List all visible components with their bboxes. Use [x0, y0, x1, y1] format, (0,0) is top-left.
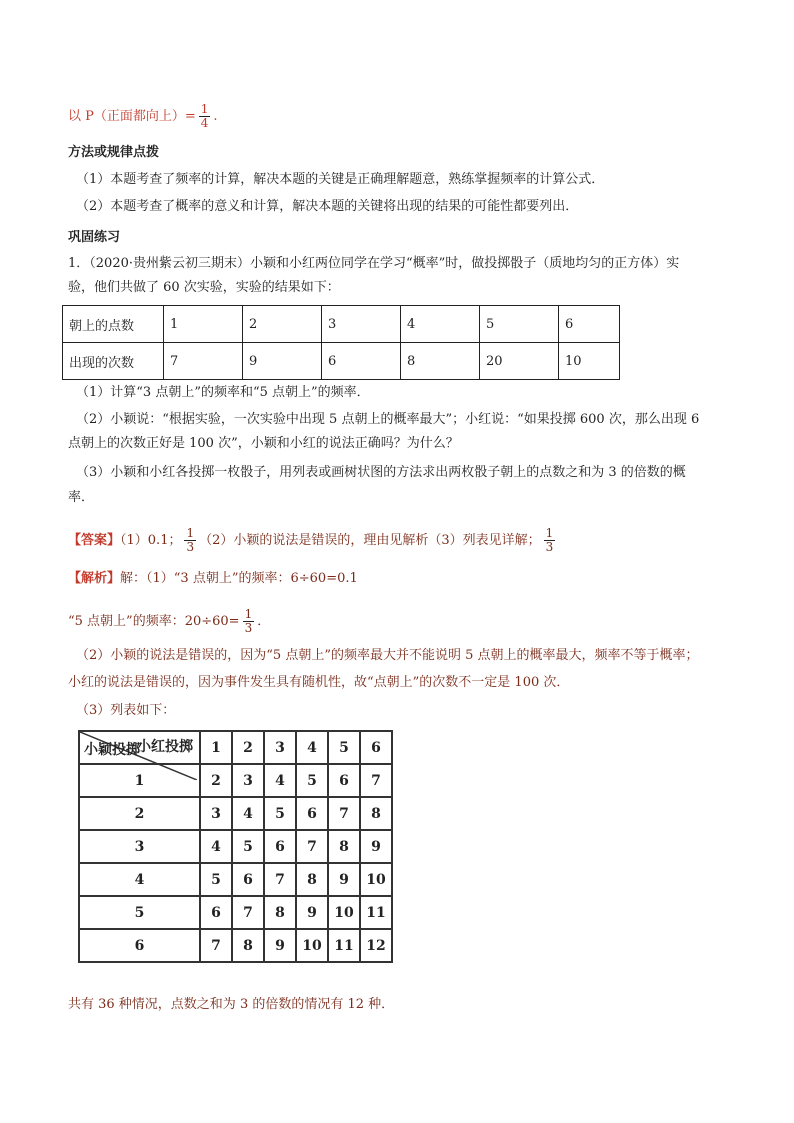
table-cell: 3	[200, 797, 232, 830]
table-cell: 6	[559, 306, 620, 343]
analysis-line-2	[68, 608, 270, 635]
answer-part-1: （1）0.1；	[120, 533, 182, 548]
column-header: 3	[264, 731, 296, 764]
table-row	[63, 343, 620, 380]
probability-suffix: .	[213, 109, 218, 124]
table-row	[79, 929, 392, 962]
table-cell: 3	[232, 764, 264, 797]
table-cell: 9	[264, 929, 296, 962]
table-cell: 4	[232, 797, 264, 830]
column-header: 5	[328, 731, 360, 764]
table-cell: 5	[264, 797, 296, 830]
probability-line	[68, 103, 218, 130]
table-row	[79, 830, 392, 863]
row-header: 6	[79, 929, 200, 962]
table-row	[79, 797, 392, 830]
table-cell: 9	[243, 343, 322, 380]
method-heading: 方法或规律点拨	[68, 145, 160, 160]
table-row	[79, 896, 392, 929]
table-cell: 9	[296, 896, 328, 929]
answer-part-2: （2）小颖的说法是错误的，理由见解析（3）列表见详解；	[199, 533, 541, 548]
row-header: 2	[79, 797, 200, 830]
question-1-line-1: 1．（2020·贵州紫云初三期末）小颖和小红两位同学在学习“概率”时，做投掷骰子（质地均匀的正方体）实	[68, 256, 680, 271]
corner-header	[79, 731, 200, 764]
table-cell: 6	[296, 797, 328, 830]
table-cell: 7	[328, 797, 360, 830]
conclusion-line: 共有 36 种情况，点数之和为 3 的倍数的情况有 12 种．	[68, 997, 395, 1012]
table-header-row	[79, 731, 392, 764]
column-header: 6	[360, 731, 392, 764]
answer-fraction-2: $\frac{1}{3}$	[545, 526, 554, 554]
row-header: 1	[79, 764, 200, 797]
table-row	[79, 863, 392, 896]
sub-question-3-line-2: 率．	[68, 490, 95, 505]
answer-line	[68, 527, 558, 554]
table-cell: 9	[360, 830, 392, 863]
table-cell: 5	[200, 863, 232, 896]
method-point-1: （1）本题考查了频率的计算，解决本题的关键是正确理解题意，熟练掌握频率的计算公式．	[76, 172, 605, 187]
table-cell: 8	[328, 830, 360, 863]
table-cell: 10	[328, 896, 360, 929]
analysis-text-1: 解：（1）“3 点朝上”的频率：6÷60=0.1	[120, 571, 358, 586]
table-cell: 4	[200, 830, 232, 863]
method-point-2: （2）本题考查了概率的意义和计算，解决本题的关键将出现的结果的可能性都要列出．	[76, 199, 579, 214]
table-cell: 4	[264, 764, 296, 797]
corner-bottom-label: 小颖投掷	[84, 742, 140, 758]
analysis-tag: 【解析】	[68, 571, 121, 586]
row-header: 4	[79, 863, 200, 896]
analysis-line-4: 小红的说法是错误的，因为事件发生具有随机性，故“点朝上”的次数不一定是 100 次．	[68, 675, 570, 690]
sub-question-2-line-2: 点朝上的次数正好是 100 次”，小颖和小红的说法正确吗？为什么？	[68, 436, 459, 451]
table-cell: 5	[480, 306, 559, 343]
analysis-line-1	[68, 569, 358, 589]
column-header: 1	[200, 731, 232, 764]
analysis-fraction: $\frac{1}{3}$	[244, 607, 253, 635]
table-cell: 出现的次数	[63, 343, 164, 380]
table-cell: 10	[296, 929, 328, 962]
analysis-line-2-prefix: “5 点朝上”的频率：20÷60=	[68, 614, 240, 629]
table-cell: 11	[360, 896, 392, 929]
sum-table	[78, 730, 393, 963]
table-cell: 7	[200, 929, 232, 962]
table-cell: 3	[322, 306, 401, 343]
table-cell: 7	[232, 896, 264, 929]
table-cell: 2	[243, 306, 322, 343]
table-cell: 6	[232, 863, 264, 896]
sub-question-1: （1）计算“3 点朝上”的频率和“5 点朝上”的频率．	[76, 385, 370, 400]
table-cell: 20	[480, 343, 559, 380]
table-cell: 8	[296, 863, 328, 896]
table-row	[63, 306, 620, 343]
row-header: 5	[79, 896, 200, 929]
table-cell: 10	[360, 863, 392, 896]
table-cell: 8	[360, 797, 392, 830]
table-cell: 9	[328, 863, 360, 896]
table-cell: 2	[200, 764, 232, 797]
table-cell: 6	[264, 830, 296, 863]
table-cell: 8	[264, 896, 296, 929]
table-cell: 朝上的点数	[63, 306, 164, 343]
corner-top-label: 小红投掷	[137, 739, 193, 755]
table-cell: 6	[322, 343, 401, 380]
table-cell: 11	[328, 929, 360, 962]
table-cell: 7	[264, 863, 296, 896]
column-header: 2	[232, 731, 264, 764]
table-cell: 5	[232, 830, 264, 863]
answer-tag: 【答案】	[68, 533, 121, 548]
row-header: 3	[79, 830, 200, 863]
table-cell: 6	[200, 896, 232, 929]
table-cell: 6	[328, 764, 360, 797]
table-cell: 1	[164, 306, 243, 343]
table-cell: 7	[360, 764, 392, 797]
table-cell: 5	[296, 764, 328, 797]
table-cell: 7	[164, 343, 243, 380]
fraction-one-quarter: $\frac{1}{4}$	[200, 102, 209, 130]
table-cell: 7	[296, 830, 328, 863]
table-cell: 10	[559, 343, 620, 380]
sub-question-3-line-1: （3）小颖和小红各投掷一枚骰子，用列表或画树状图的方法求出两枚骰子朝上的点数之和为 3 的倍数的概	[76, 465, 686, 480]
table-cell: 8	[232, 929, 264, 962]
probability-prefix: 以 P（正面都向上）=	[68, 109, 196, 124]
table-cell: 12	[360, 929, 392, 962]
table-cell: 8	[401, 343, 480, 380]
table-cell: 4	[401, 306, 480, 343]
question-1-line-2: 验，他们共做了 60 次实验，实验的结果如下：	[68, 280, 340, 295]
column-header: 4	[296, 731, 328, 764]
analysis-line-5: （3）列表如下：	[76, 703, 176, 718]
practice-heading: 巩固练习	[68, 230, 121, 245]
analysis-line-2-suffix: ．	[257, 614, 271, 629]
answer-fraction-1: $\frac{1}{3}$	[186, 526, 195, 554]
analysis-line-3: （2）小颖的说法是错误的，因为“5 点朝上”的频率最大并不能说明 5 点朝上的概率最大，频率不等于概率；	[76, 648, 699, 663]
sub-question-2-line-1: （2）小颖说：“根据实验，一次实验中出现 5 点朝上的概率最大”；小红说：“如果投掷 600 次，那么出现 6	[76, 412, 700, 427]
frequency-table	[62, 305, 620, 380]
